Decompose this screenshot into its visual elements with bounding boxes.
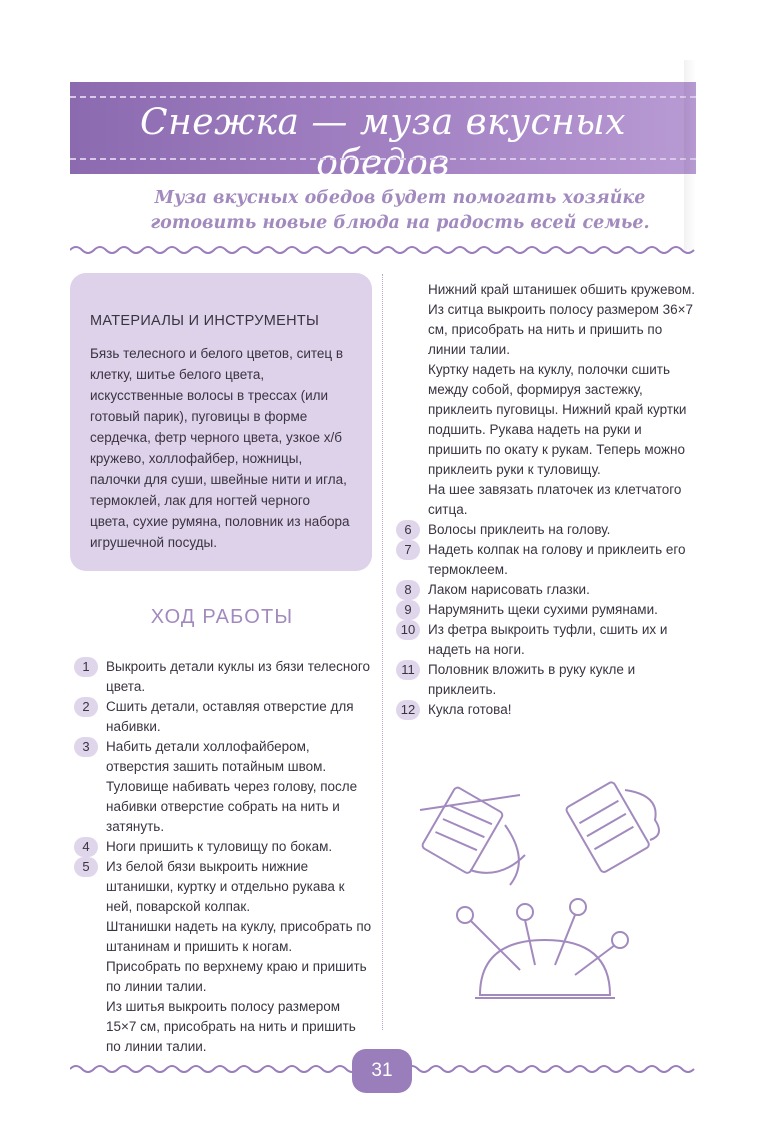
step-number-badge: 7 — [396, 540, 420, 560]
step-number-badge: 10 — [396, 620, 420, 640]
step-number-badge: 4 — [74, 837, 98, 857]
step-number-badge: 2 — [74, 697, 98, 717]
step-text: Выкроить детали куклы из бязи телесного цвета. — [106, 659, 371, 694]
step-text: Надеть колпак на голову и приклеить его термоклеем. — [428, 542, 686, 577]
subtitle: Муза вкусных обедов будет помогать хозяйке готовить новые блюда на радость всей семье. — [150, 188, 650, 233]
step-text: Из ситца выкроить полосу размером 36×7 см, присобрать на нить и пришить по линии талии. — [428, 302, 694, 357]
section-title: ХОД РАБОТЫ — [150, 606, 294, 628]
step-text: Из белой бязи выкроить нижние штанишки, куртку и отдельно рукава к ней, поварской колпак. — [106, 859, 345, 914]
materials-title: МАТЕРИАЛЫ И ИНСТРУМЕНТЫ — [90, 313, 320, 329]
step-text: Штанишки надеть на куклу, присобрать по штанинам и пришить к ногам. — [106, 919, 372, 954]
materials-box — [70, 273, 372, 571]
thread-spool-right-icon — [565, 781, 659, 873]
step-number-badge: 5 — [74, 857, 98, 877]
materials-text: Бязь телесного и белого цветов, ситец в клетку, шитье белого цвета, искусственные волосы в трессах (или готовый парик), пуговицы в форме сердечка, фетр черного цвета, узкое х/б кружево, холлофайбер, ножницы, палочки для суши, швейные нити и игла, термоклей, лак для ногтей черного цвета, сухие румяна, половник из набора игрушечной посуды. — [90, 346, 350, 550]
step-item — [396, 600, 696, 620]
step-text: Ноги пришить к туловищу по бокам. — [106, 839, 333, 854]
page-shadow — [684, 60, 696, 250]
pincushion-icon — [457, 899, 628, 998]
step-item — [396, 520, 696, 540]
page-number: 31 — [352, 1049, 412, 1093]
step-text: Из фетра выкроить туфли, сшить их и надеть на ноги. — [428, 622, 668, 657]
step-number-badge: 9 — [396, 600, 420, 620]
step-item — [396, 280, 696, 520]
step-text: Лаком нарисовать глазки. — [428, 582, 590, 597]
step-number-badge: 8 — [396, 580, 420, 600]
step-item — [74, 857, 374, 1057]
header-dashed-line-bottom — [70, 158, 696, 160]
column-divider — [382, 274, 383, 1030]
step-text: На шее завязать платочек из клетчатого ситца. — [428, 482, 682, 517]
sewing-illustration — [410, 770, 690, 1030]
thread-spool-left-icon — [420, 786, 525, 885]
step-item — [396, 660, 696, 700]
step-number-badge: 12 — [396, 700, 420, 720]
step-item — [74, 837, 374, 857]
steps-list-right — [396, 280, 696, 720]
steps-list-left — [74, 657, 374, 1057]
step-text: Нижний край штанишек обшить кружевом. — [428, 282, 696, 297]
page-title: Снежка — муза вкусных обедов — [140, 102, 626, 184]
step-item — [396, 620, 696, 660]
step-item — [74, 697, 374, 737]
step-item — [74, 657, 374, 697]
step-text: Присобрать по верхнему краю и пришить по линии талии. — [106, 959, 367, 994]
header-band — [70, 82, 696, 184]
step-item — [396, 540, 696, 580]
step-item — [396, 580, 696, 600]
step-number-badge: 3 — [74, 737, 98, 757]
step-text: Куртку надеть на куклу, полочки сшить между собой, формируя застежку, приклеить пуговицы. Нижний край куртки подшить. Рукава надеть на руки и пришить по окату к рукам. Теперь можно приклеить руки к туловищу. — [428, 362, 687, 477]
step-item — [74, 737, 374, 837]
wave-divider-top — [70, 243, 696, 257]
step-text: Нарумянить щеки сухими румянами. — [428, 602, 658, 617]
step-number-badge: 6 — [396, 520, 420, 540]
step-text: Кукла готова! — [428, 702, 512, 717]
step-text: Половник вложить в руку кукле и приклеить. — [428, 662, 636, 697]
step-number-badge: 11 — [396, 660, 420, 680]
header-dashed-line-top — [70, 96, 696, 98]
step-item — [396, 700, 696, 720]
step-text: Сшить детали, оставляя отверстие для набивки. — [106, 699, 354, 734]
step-number-badge: 1 — [74, 657, 98, 677]
step-text: Набить детали холлофайбером, отверстия зашить потайным швом. Туловище набивать через голову, после набивки отверстие собрать на нить и затянуть. — [106, 739, 358, 834]
step-text: Из шитья выкроить полосу размером 15×7 см, присобрать на нить и пришить по линии талии. — [106, 999, 356, 1054]
step-text: Волосы приклеить на голову. — [428, 522, 611, 537]
